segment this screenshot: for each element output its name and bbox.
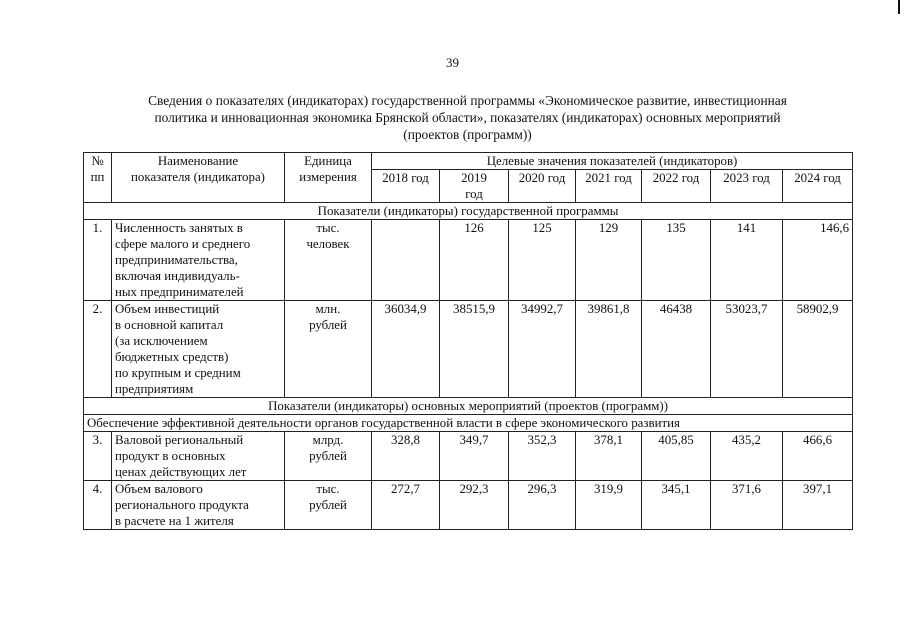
header-name bbox=[112, 153, 285, 203]
header-targets: Целевые значения показателей (индикаторов) bbox=[372, 153, 853, 170]
row-number: 3. bbox=[84, 432, 112, 481]
row-unit-line: рублей bbox=[309, 498, 347, 512]
row-name-line: включая индивидуаль- bbox=[115, 269, 240, 283]
title-line: политика и инновационная экономика Брянской области», показателях (индикаторах) основных мероприятий bbox=[154, 110, 781, 125]
header-year: 2023 год bbox=[711, 170, 783, 203]
row-value: 349,7 bbox=[440, 432, 509, 481]
row-name-line: Объем инвестиций bbox=[115, 302, 220, 316]
header-num bbox=[84, 153, 112, 203]
row-name-line: Объем валового bbox=[115, 482, 203, 496]
row-value: 135 bbox=[642, 220, 711, 301]
header-year: 2020 год bbox=[509, 170, 576, 203]
row-unit bbox=[285, 432, 372, 481]
row-name-line: в расчете на 1 жителя bbox=[115, 514, 234, 528]
row-number: 4. bbox=[84, 481, 112, 530]
row-number: 2. bbox=[84, 301, 112, 398]
row-name-line: (за исключением bbox=[115, 334, 208, 348]
header-year: 2018 год bbox=[372, 170, 440, 203]
section-row bbox=[84, 203, 853, 220]
row-name-line: бюджетных средств) bbox=[115, 350, 229, 364]
header-year: 2024 год bbox=[783, 170, 853, 203]
row-unit-line: млн. bbox=[315, 302, 341, 316]
subsection-title: Обеспечение эффективной деятельности органов государственной власти в сфере экономического развития bbox=[84, 415, 853, 432]
title-line: (проектов (программ)) bbox=[403, 127, 532, 142]
row-value: 435,2 bbox=[711, 432, 783, 481]
row-value: 38515,9 bbox=[440, 301, 509, 398]
row-value: 328,8 bbox=[372, 432, 440, 481]
row-name bbox=[112, 432, 285, 481]
row-value: 34992,7 bbox=[509, 301, 576, 398]
page-number: 39 bbox=[446, 55, 459, 70]
row-name-line: ных предпринимателей bbox=[115, 285, 244, 299]
document-title bbox=[95, 92, 840, 143]
row-value: 378,1 bbox=[576, 432, 642, 481]
row-value: 129 bbox=[576, 220, 642, 301]
row-unit-line: тыс. bbox=[316, 482, 340, 496]
header-year: 2019 год bbox=[440, 170, 509, 203]
row-unit-line: рублей bbox=[309, 318, 347, 332]
row-value: 36034,9 bbox=[372, 301, 440, 398]
row-unit bbox=[285, 220, 372, 301]
row-name bbox=[112, 301, 285, 398]
section-title: Показатели (индикаторы) государственной программы bbox=[84, 203, 853, 220]
row-value: 125 bbox=[509, 220, 576, 301]
row-name-line: по крупным и средним bbox=[115, 366, 241, 380]
row-unit bbox=[285, 481, 372, 530]
header-unit bbox=[285, 153, 372, 203]
row-unit-line: тыс. bbox=[316, 221, 340, 235]
page-edge-mark bbox=[898, 0, 900, 14]
subsection-row bbox=[84, 415, 853, 432]
header-num-label: пп bbox=[90, 170, 105, 184]
header-num-label: № bbox=[91, 154, 104, 168]
row-value: 319,9 bbox=[576, 481, 642, 530]
row-value: 46438 bbox=[642, 301, 711, 398]
row-unit-line: рублей bbox=[309, 449, 347, 463]
header-unit-label: Единица bbox=[304, 154, 352, 168]
header-unit-label: измерения bbox=[299, 170, 357, 184]
row-value: 58902,9 bbox=[783, 301, 853, 398]
row-unit bbox=[285, 301, 372, 398]
row-value: 397,1 bbox=[783, 481, 853, 530]
row-value: 146,6 bbox=[783, 220, 853, 301]
row-value: 345,1 bbox=[642, 481, 711, 530]
row-value: 352,3 bbox=[509, 432, 576, 481]
row-value: 53023,7 bbox=[711, 301, 783, 398]
row-unit-line: человек bbox=[306, 237, 350, 251]
row-name bbox=[112, 481, 285, 530]
header-name-label: показателя (индикатора) bbox=[131, 170, 265, 184]
header-year: 2021 год bbox=[576, 170, 642, 203]
title-line: Сведения о показателях (индикаторах) государственной программы «Экономическое развитие, инвестиционная bbox=[148, 93, 787, 108]
row-value: 296,3 bbox=[509, 481, 576, 530]
row-name-line: регионального продукта bbox=[115, 498, 249, 512]
table-row bbox=[84, 481, 853, 530]
table-row bbox=[84, 432, 853, 481]
row-value: 126 bbox=[440, 220, 509, 301]
row-name-line: сфере малого и среднего bbox=[115, 237, 251, 251]
header-year: 2022 год bbox=[642, 170, 711, 203]
row-name-line: в основной капитал bbox=[115, 318, 224, 332]
row-name-line: предпринимательства, bbox=[115, 253, 238, 267]
row-value: 405,85 bbox=[642, 432, 711, 481]
row-name-line: Валовой региональный bbox=[115, 433, 244, 447]
row-value: 141 bbox=[711, 220, 783, 301]
row-name bbox=[112, 220, 285, 301]
indicators-table bbox=[83, 152, 853, 530]
row-name-line: ценах действующих лет bbox=[115, 465, 247, 479]
header-name-label: Наименование bbox=[157, 154, 239, 168]
section-title: Показатели (индикаторы) основных мероприятий (проектов (программ)) bbox=[84, 398, 853, 415]
row-value: 371,6 bbox=[711, 481, 783, 530]
row-value: 272,7 bbox=[372, 481, 440, 530]
row-name-line: Численность занятых в bbox=[115, 221, 243, 235]
row-value bbox=[372, 220, 440, 301]
row-value: 292,3 bbox=[440, 481, 509, 530]
row-name-line: предприятиям bbox=[115, 382, 194, 396]
row-unit-line: млрд. bbox=[312, 433, 344, 447]
section-row bbox=[84, 398, 853, 415]
table-row bbox=[84, 301, 853, 398]
header-row-1 bbox=[84, 153, 853, 170]
table-row bbox=[84, 220, 853, 301]
row-value: 39861,8 bbox=[576, 301, 642, 398]
row-number: 1. bbox=[84, 220, 112, 301]
row-name-line: продукт в основных bbox=[115, 449, 226, 463]
row-value: 466,6 bbox=[783, 432, 853, 481]
